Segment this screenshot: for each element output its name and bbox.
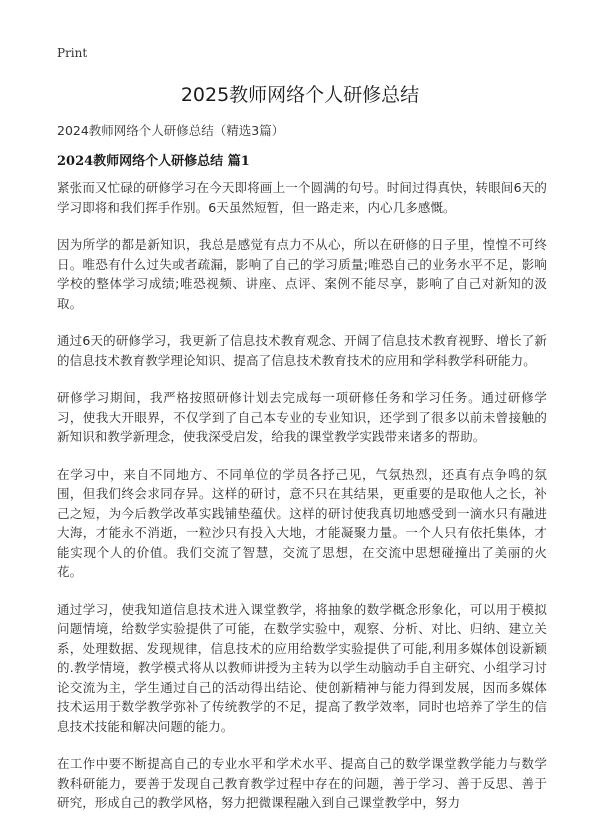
paragraph-7: 在工作中要不断提高自己的专业水平和学术水平、提高自己的数学课堂教学能力与数学教科研能力，要善于发现自己教育教学过程中存在的问题，善于学习、善于反思、善于研究，形成自己的教学风格，努力把微课程融入到自己课堂教学中，努力 [57, 756, 547, 810]
section-heading: 2024教师网络个人研修总结 篇1 [57, 154, 250, 169]
print-link[interactable]: Print [57, 46, 88, 60]
paragraph-6: 通过学习，使我知道信息技术进入课堂教学，将抽象的数学概念形象化，可以用于模拟问题情境，给数学实验提供了可能，在数学实验中，观察、分析、对比、归纳、建立关系，处理数据、发现规律，信息技术的应用给数学实验提供了可能,利用多媒体创设新颖的.教学情境，教学模式将从以教师讲授为主转为以学生动脑动手自主研究、小组学习讨论交流为主，学生通过自己的活动得出结论、使创新精神与能力得到发展，因而多媒体技术运用于数学教学弥补了传统教学的不足，提高了教学效率，同时也培养了学生的信息技术技能和解决问题的能力。 [57, 601, 547, 734]
paragraph-5: 在学习中，来自不同地方、不同单位的学员各抒己见，气氛热烈，还真有点争鸣的氛围，但我们终会求同存异。这样的研讨，意不只在其结果，更重要的是取他人之长，补己之短，为今后教学改革实践铺垫蕴伏。这样的研讨使我真切地感受到一滴水只有融进大海，才能永不消逝，一粒沙只有投入大地，才能凝聚力量。一个人只有依托集体，才能实现个人的价值。我们交流了智慧，交流了思想，在交流中思想碰撞出了美丽的火花。 [57, 466, 547, 579]
article-body [57, 178, 547, 828]
paragraph-2: 因为所学的都是新知识，我总是感觉有点力不从心，所以在研修的日子里，惶惶不可终日。唯恐有什么过失或者疏漏，影响了自己的学习质量;唯恐自己的业务水平不足，影响学校的整体学习成绩;唯恐视频、讲座、点评、案例不能尽享，影响了自己对新知的汲取。 [57, 237, 547, 311]
paragraph-1: 紧张而又忙碌的研修学习在今天即将画上一个圆满的句号。时间过得真快，转眼间6天的学习即将和我们挥手作别。6天虽然短暂，但一路走来，内心几多感慨。 [57, 180, 547, 215]
paragraph-4: 研修学习期间，我严格按照研修计划去完成每一项研修任务和学习任务。通过研修学习，使我大开眼界，不仅学到了自己本专业的专业知识，还学到了很多以前未曾接触的新知识和教学新理念，使我深受启发，给我的课堂教学实践带来诸多的帮助。 [57, 390, 547, 444]
page-title: 2025教师网络个人研修总结 [180, 84, 420, 106]
paragraph-3: 通过6天的研修学习，我更新了信息技术教育观念、开阔了信息技术教育视野、增长了新的信息技术教育教学理论知识、提高了信息技术教育技术的应用和学科教学科研能力。 [57, 333, 547, 368]
document-subtitle: 2024教师网络个人研修总结（精选3篇） [57, 123, 285, 138]
